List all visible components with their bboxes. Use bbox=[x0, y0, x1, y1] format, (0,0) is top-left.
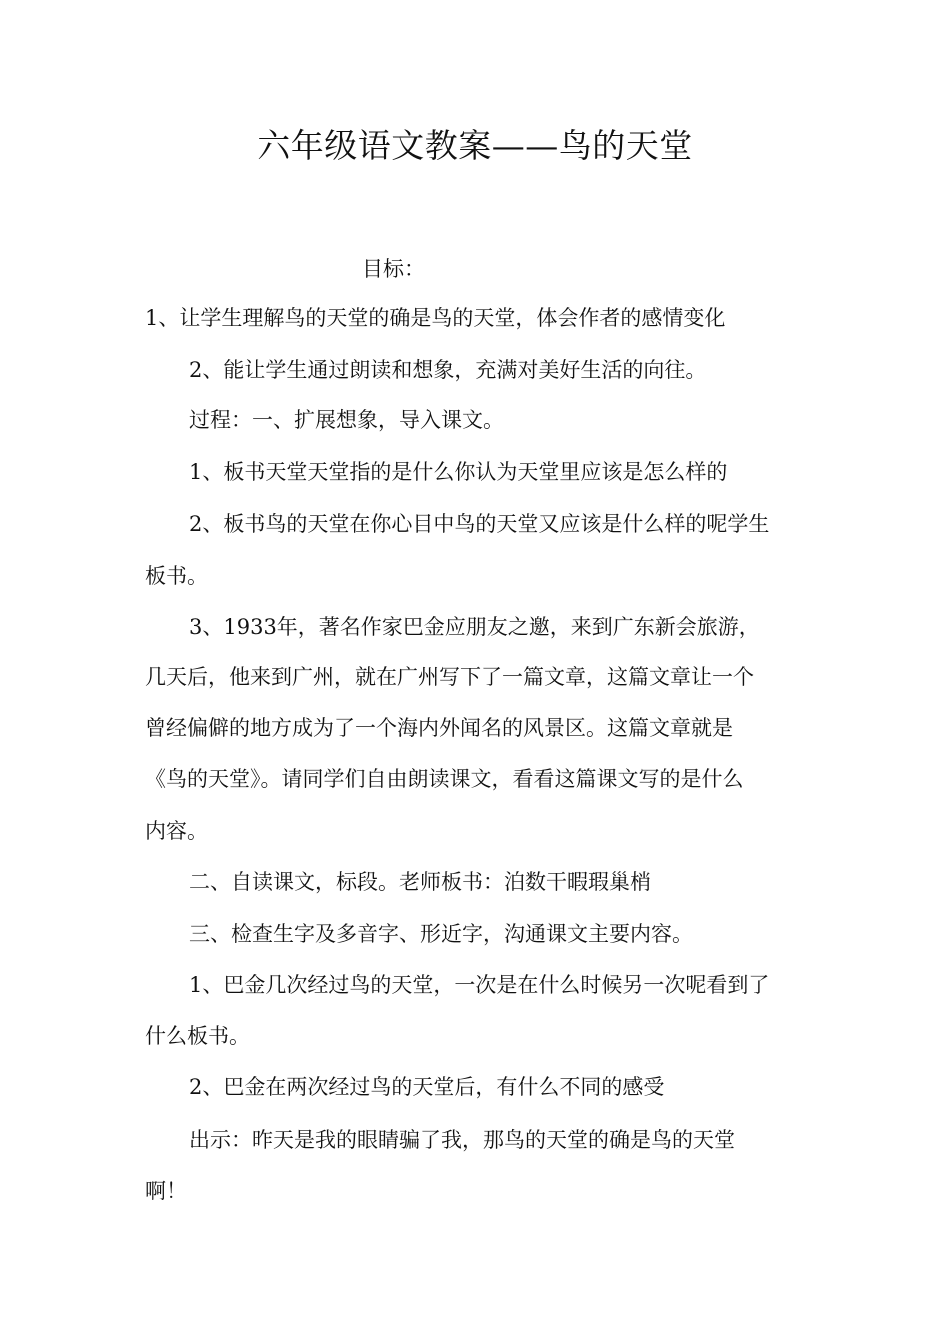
paragraph-line: 3、1933年，著名作家巴金应朋友之邀，来到广东新会旅游， bbox=[189, 615, 760, 639]
paragraph-line: 二、自读课文，标段。老师板书：泊数干暇瑕巢梢 bbox=[189, 870, 651, 894]
paragraph-line: 《鸟的天堂》。请同学们自由朗读课文，看看这篇课文写的是什么 bbox=[145, 767, 744, 791]
paragraph-line: 内容。 bbox=[145, 819, 208, 843]
paragraph-line: 2、能让学生通过朗读和想象，充满对美好生活的向往。 bbox=[189, 358, 707, 382]
paragraph-line: 2、板书鸟的天堂在你心目中鸟的天堂又应该是什么样的呢学生 bbox=[189, 512, 770, 536]
paragraph-line: 三、检查生字及多音字、形近字，沟通课文主要内容。 bbox=[189, 922, 693, 946]
paragraph-line: 出示：昨天是我的眼睛骗了我，那鸟的天堂的确是鸟的天堂 bbox=[189, 1128, 735, 1152]
paragraph-line: 1、巴金几次经过鸟的天堂，一次是在什么时候另一次呢看到了 bbox=[189, 973, 770, 997]
paragraph-line: 2、巴金在两次经过鸟的天堂后，有什么不同的感受 bbox=[189, 1075, 665, 1099]
paragraph-line: 1、板书天堂天堂指的是什么你认为天堂里应该是怎么样的 bbox=[189, 460, 728, 484]
document-title: 六年级语文教案——鸟的天堂 bbox=[257, 126, 693, 165]
paragraph-line: 过程：一、扩展想象，导入课文。 bbox=[189, 408, 504, 432]
paragraph-line: 什么板书。 bbox=[145, 1024, 250, 1048]
section-label-objectives: 目标： bbox=[362, 257, 425, 281]
paragraph-line: 1、让学生理解鸟的天堂的确是鸟的天堂，体会作者的感情变化 bbox=[145, 306, 726, 330]
paragraph-line: 板书。 bbox=[145, 564, 208, 588]
paragraph-line: 啊！ bbox=[145, 1179, 187, 1203]
paragraph-line: 几天后，他来到广州，就在广州写下了一篇文章，这篇文章让一个 bbox=[145, 665, 754, 689]
paragraph-line: 曾经偏僻的地方成为了一个海内外闻名的风景区。这篇文章就是 bbox=[145, 716, 733, 740]
